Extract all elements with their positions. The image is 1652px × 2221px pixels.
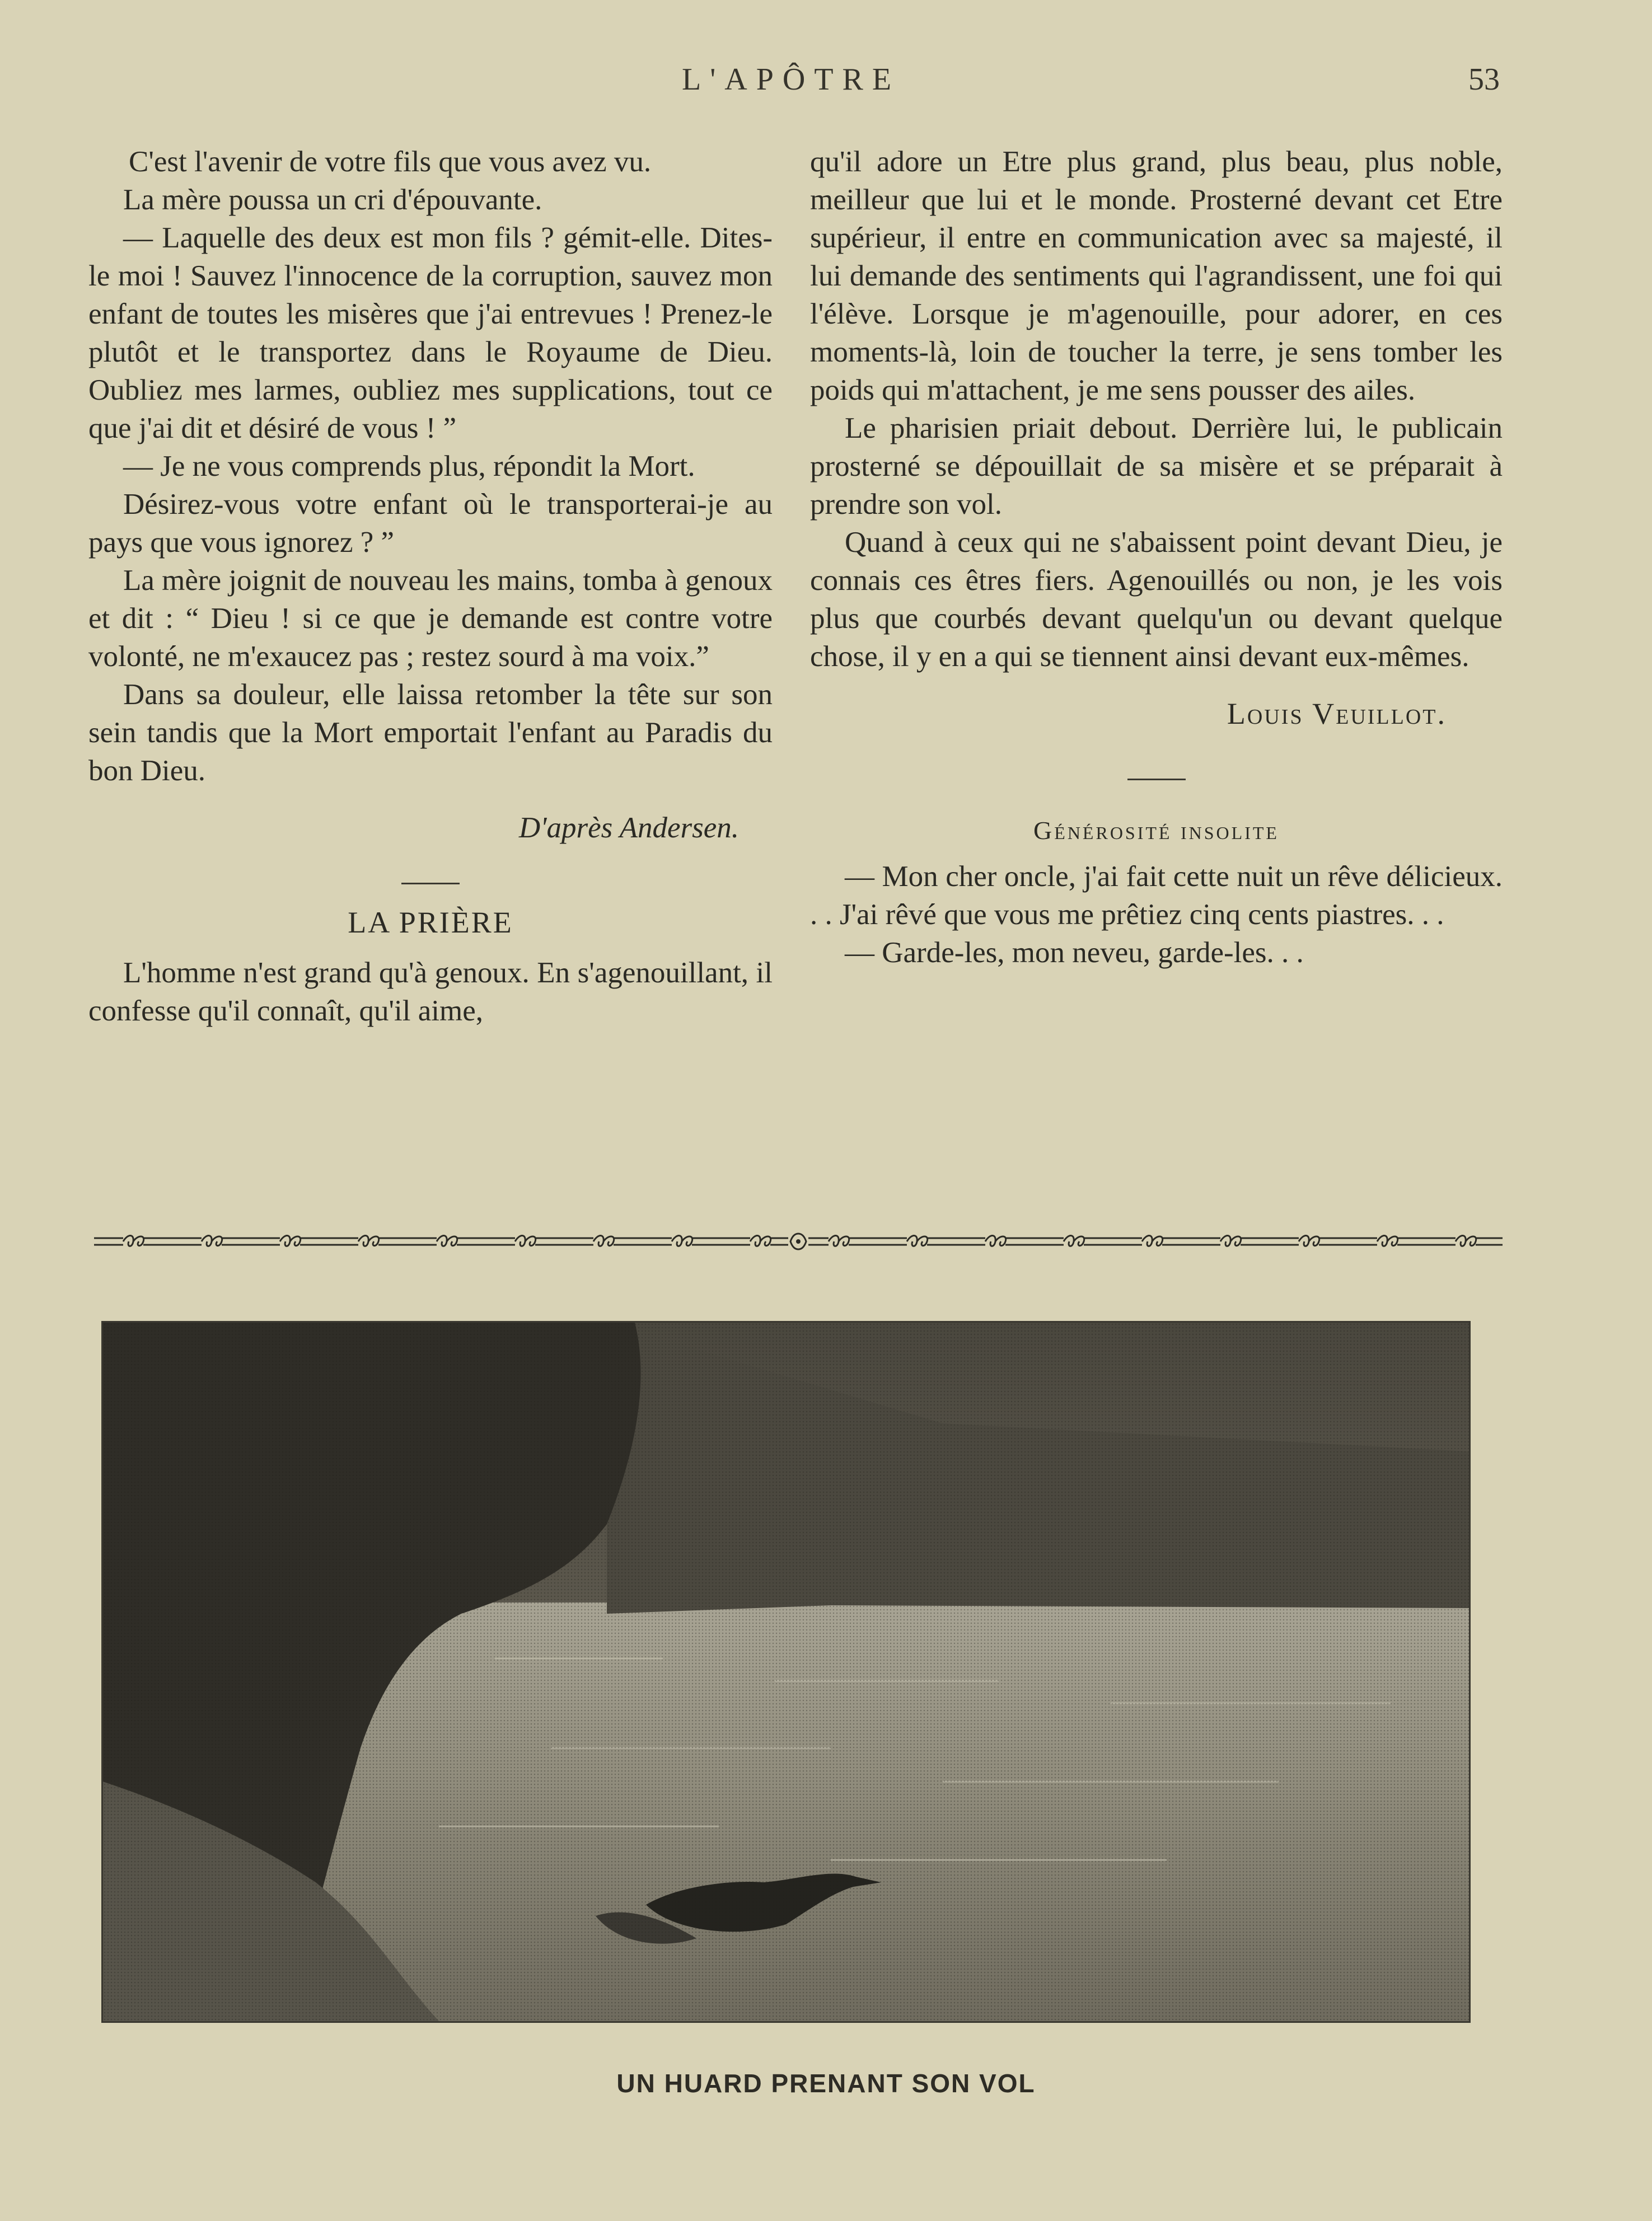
paragraph: La mère joignit de nouveau les mains, tomba à genoux et dit : “ Dieu ! si ce que je demande est contre votre volonté, ne m'exaucez pas ; restez sourd à ma voix.” [88, 564, 773, 673]
paragraph: — Laquelle des deux est mon fils ? gémit-elle. Dites-le moi ! Sauvez l'innocence de la corruption, sauvez mon enfant de toutes les misères que j'ai entrevues ! Prenez-le plutôt et le transportez dans le Royaume de Dieu. Oubliez mes larmes, oubliez mes supplications, tout ce que j'ai dit et désiré de vous ! ” [88, 222, 773, 444]
running-title: L'APÔTRE [682, 62, 901, 97]
section-divider [401, 883, 460, 884]
dialogue-line: — Garde-les, mon neveu, garde-les. . . [845, 936, 1304, 969]
page-header [0, 62, 1652, 106]
paragraph: La mère poussa un cri d'épouvante. [123, 184, 542, 216]
photo-caption: UN HUARD PRENANT SON VOL [616, 2069, 1036, 2098]
paragraph: Désirez-vous votre enfant où le transporterai-je au pays que vous ignorez ? ” [88, 488, 773, 559]
ornamental-rule [94, 1231, 1503, 1252]
signature-veuillot: Louis Veuillot. [1227, 697, 1447, 730]
section-divider [1127, 779, 1186, 780]
section-title-la-priere: LA PRIÈRE [348, 906, 513, 939]
dialogue-line: — Mon cher oncle, j'ai fait cette nuit un rêve délicieux. . . J'ai rêvé que vous me prêtiez cinq cents piastres. . . [810, 860, 1503, 931]
page-number: 53 [1468, 62, 1500, 97]
paragraph: C'est l'avenir de votre fils que vous avez vu. [129, 146, 652, 178]
paragraph: — Je ne vous comprends plus, répondit la Mort. [123, 450, 695, 482]
paragraph: Le pharisien priait debout. Derrière lui, le publicain prosterné se dépouillait de sa misère et se préparait à prendre son vol. [810, 412, 1503, 521]
paragraph: Quand à ceux qui ne s'abaissent point devant Dieu, je connais ces êtres fiers. Agenouillés ou non, je les vois plus que courbés devant quelqu'un ou devant quelque chose, il y en a qui se tiennent ainsi devant eux-mêmes. [810, 526, 1503, 673]
left-column [88, 143, 773, 1030]
paragraph: L'homme n'est grand qu'à genoux. En s'agenouillant, il confesse qu'il connaît, qu'il aime, [88, 957, 773, 1027]
paragraph: Dans sa douleur, elle laissa retomber la tête sur son sein tandis que la Mort emportait l'enfant au Paradis du bon Dieu. [88, 678, 773, 787]
signature-andersen: D'après Andersen. [518, 812, 739, 844]
section-title-generosite: Générosité insolite [1033, 816, 1279, 845]
right-column [810, 143, 1503, 972]
paragraph: qu'il adore un Etre plus grand, plus beau, plus noble, meilleur que lui et le monde. Prosterné devant cet Etre supérieur, il entre en communication avec sa majesté, il lui demande des sentiments qui l'agrandissent, une foi qui l'élève. Lorsque je m'agenouille, pour adorer, en ces moments-là, loin de toucher la terre, je sens tomber les poids qui m'attachent, je me sens pousser des ailes. [810, 146, 1503, 406]
loon-photo [101, 1321, 1471, 2023]
